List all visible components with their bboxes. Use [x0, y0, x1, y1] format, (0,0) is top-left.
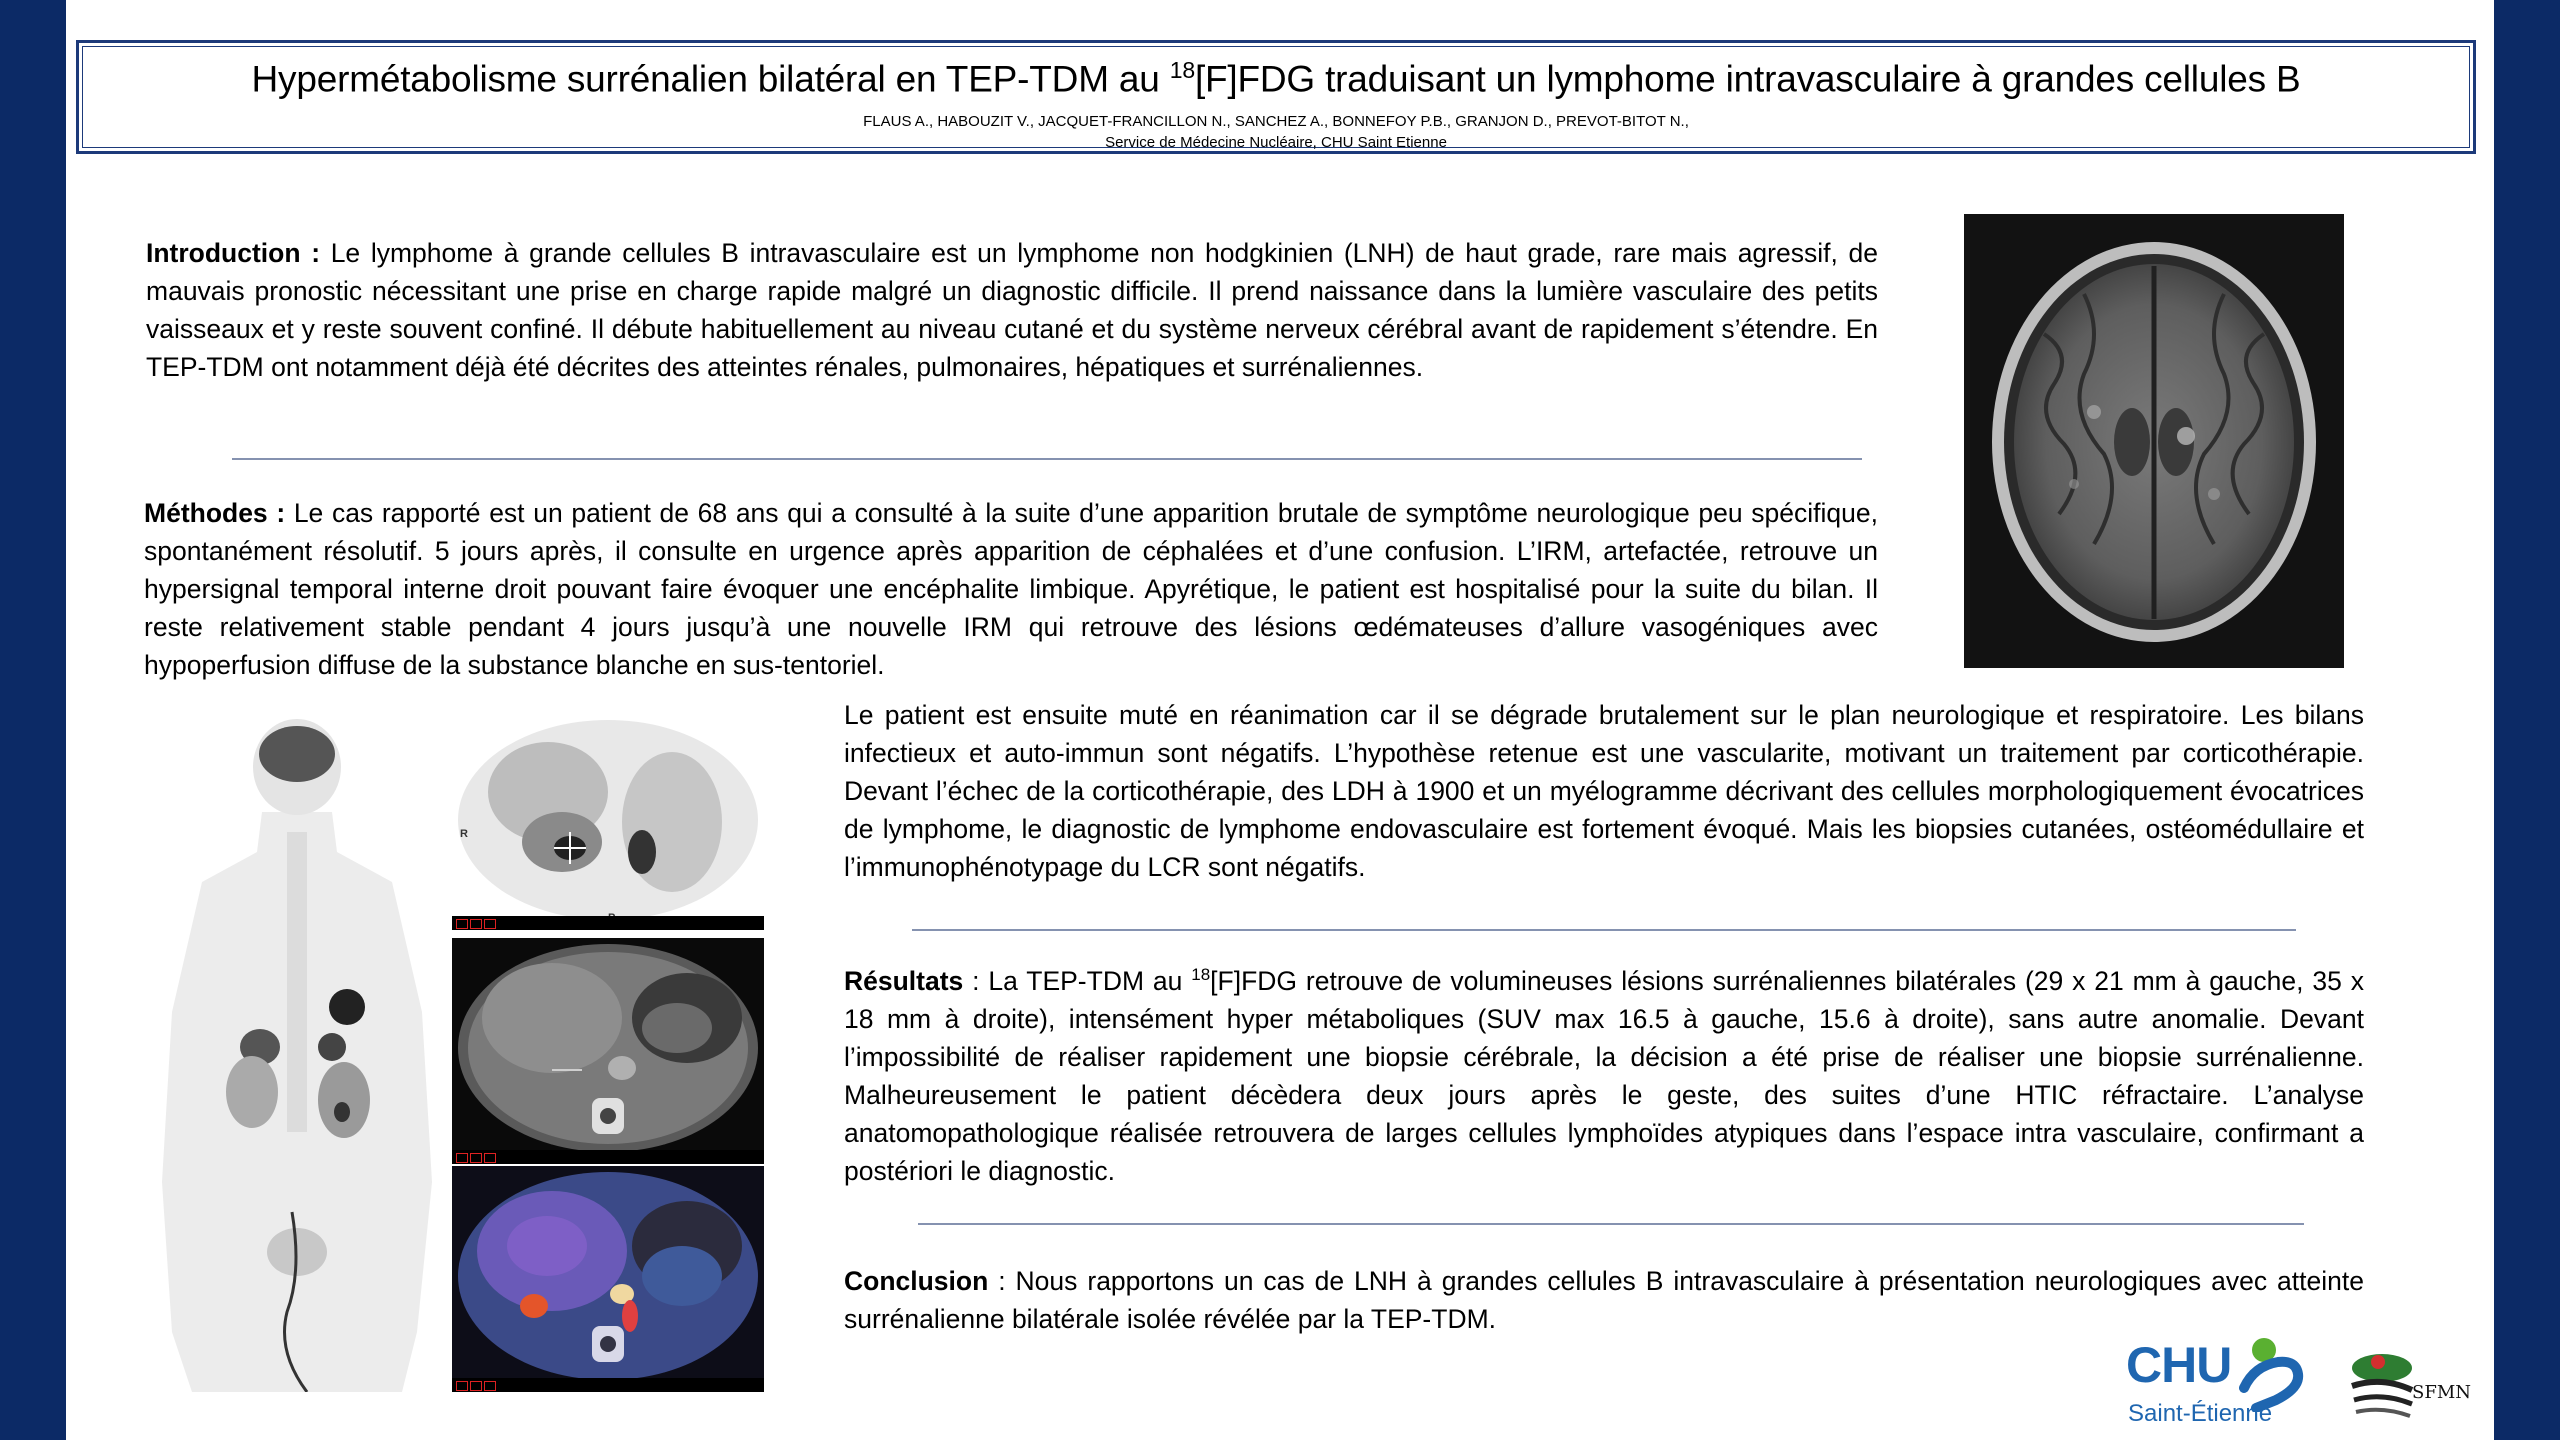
- resultats-text: [F]FDG retrouve de volumineuses lésions surrénaliennes bilatérales (29 x 21 mm à gauche, 35 x 18 mm à droite), intensément hyper métaboliques (SUV max 16.5 à gauche, 15.6 à droite), sans autre anomalie. Devant l’impossibilité de réaliser rapidement une biopsie cérébrale, la décision a été prise de réaliser une biopsie surrénalienne. Malheureusement le patient décèdera deux jours après le geste, des suites d’une HTIC réfractaire. L’analyse anatomopathologique réalisée retrouvera de larges cellules lymphoïdes atypiques dans l’espace intra vasculaire, confirmant a postériori le diagnostic.: [844, 966, 2364, 1186]
- resultats-label: Résultats: [844, 966, 964, 996]
- poster-title: [83, 57, 2469, 100]
- chu-saint-etienne-logo: [2126, 1330, 2326, 1430]
- conclusion-label: Conclusion: [844, 1266, 989, 1296]
- introduction-text: Le lymphome à grande cellules B intravasculaire est un lymphome non hodgkinien (LNH) de haut grade, rare mais agressif, de mauvais pronostic nécessitant une prise en charge rapide malgré un diagnostic difficile. Il prend naissance dans la lumière vasculaire des petits vaisseaux et y reste souvent confiné. Il débute habituellement au niveau cutané et du système nerveux cérébral avant de rapidement s’étendre. En TEP-TDM ont notamment déjà été décrites des atteintes rénales, pulmonaires, hépatiques et surrénaliennes.: [146, 238, 1878, 382]
- ct-axial-image: [452, 938, 764, 1164]
- conclusion-paragraph: [844, 1262, 2364, 1338]
- chu-logo-city: Saint-Étienne: [2128, 1400, 2273, 1427]
- methodes-text: Le cas rapporté est un patient de 68 ans qui a consulté à la suite d’une apparition brutale de symptôme neurologique peu spécifique, spontanément résolutif. 5 jours après, il consulte en urgence après apparition de céphalées et d’une confusion. L’IRM, artefactée, retrouve un hypersignal temporal interne droit pouvant faire évoquer une encéphalite limbique. Apyrétique, le patient est hospitalisé pour la suite du bilan. Il reste relativement stable pendant 4 jours jusqu’à une nouvelle IRM qui retrouve des lésions œdémateuses d’allure vasogéniques avec hypoperfusion diffuse de la substance blanche en sus-tentoriel.: [144, 498, 1878, 680]
- divider-methodes: [912, 929, 2296, 931]
- title-text-rest: [F]FDG traduisant un lymphome intravasculaire à grandes cellules B: [1194, 58, 2301, 100]
- methodes-paragraph: [144, 494, 1878, 684]
- ct-axial-drawing: [452, 938, 764, 1164]
- title-frame: [82, 46, 2470, 151]
- title-superscript: 18: [1169, 57, 1195, 83]
- chu-logo-letters: CHU: [2126, 1337, 2232, 1393]
- sfmn-logo-mark-icon: [2346, 1346, 2416, 1426]
- pet-mip-image: [132, 712, 462, 1392]
- title-box: [76, 40, 2476, 154]
- viewer-toolbar-strip: [452, 916, 764, 930]
- poster: [66, 0, 2494, 1440]
- viewer-toolbar-strip: [452, 1378, 764, 1392]
- viewer-toolbar-strip: [452, 1150, 764, 1164]
- pet-axial-drawing: [452, 712, 764, 930]
- resultats-text-start: : La TEP-TDM au: [963, 966, 1192, 996]
- sfmn-logo-text: SFMN: [2412, 1382, 2472, 1403]
- pet-ct-fusion-image: [452, 1166, 764, 1392]
- divider-intro: [232, 458, 1862, 460]
- sfmn-logo: [2346, 1346, 2476, 1426]
- mri-brain-image: [1964, 214, 2344, 668]
- authors: FLAUS A., HABOUZIT V., JACQUET-FRANCILLON N., SANCHEZ A., BONNEFOY P.B., GRANJON D., PREVOT-BITOT N.,: [863, 113, 1689, 130]
- affiliation: Service de Médecine Nucléaire, CHU Saint Etienne: [1105, 134, 1447, 151]
- pet-ct-fusion-drawing: [452, 1166, 764, 1392]
- pet-mip-drawing: [132, 712, 462, 1392]
- resultats-superscript: 18: [1191, 965, 1211, 985]
- mri-brain-drawing: [1964, 214, 2344, 668]
- pet-axial-image: [452, 712, 764, 930]
- introduction-paragraph: [146, 234, 1878, 386]
- resultats-paragraph: [844, 962, 2364, 1190]
- title-text: Hypermétabolisme surrénalien bilatéral en TEP-TDM au: [251, 58, 1170, 100]
- orientation-label-r: R: [460, 828, 468, 840]
- divider-resultats: [918, 1223, 2304, 1225]
- methodes-continuation: Le patient est ensuite muté en réanimation car il se dégrade brutalement sur le plan neurologique et respiratoire. Les bilans infectieux et auto-immun sont négatifs. L’hypothèse retenue est une vascularite, motivant un traitement par corticothérapie. Devant l’échec de la corticothérapie, des LDH à 1900 et un myélogramme décrivant des cellules morphologiquement évocatrices de lymphome, le diagnostic de lymphome endovasculaire est fortement évoqué. Mais les biopsies cutanées, ostéomédullaire et l’immunophénotypage du LCR sont négatifs.: [844, 700, 2364, 882]
- conclusion-text: : Nous rapportons un cas de LNH à grandes cellules B intravasculaire à présentation neurologiques avec atteinte surrénalienne bilatérale isolée révélée par la TEP-TDM.: [844, 1266, 2364, 1334]
- methodes-label: Méthodes :: [144, 498, 286, 528]
- introduction-label: Introduction :: [146, 238, 321, 268]
